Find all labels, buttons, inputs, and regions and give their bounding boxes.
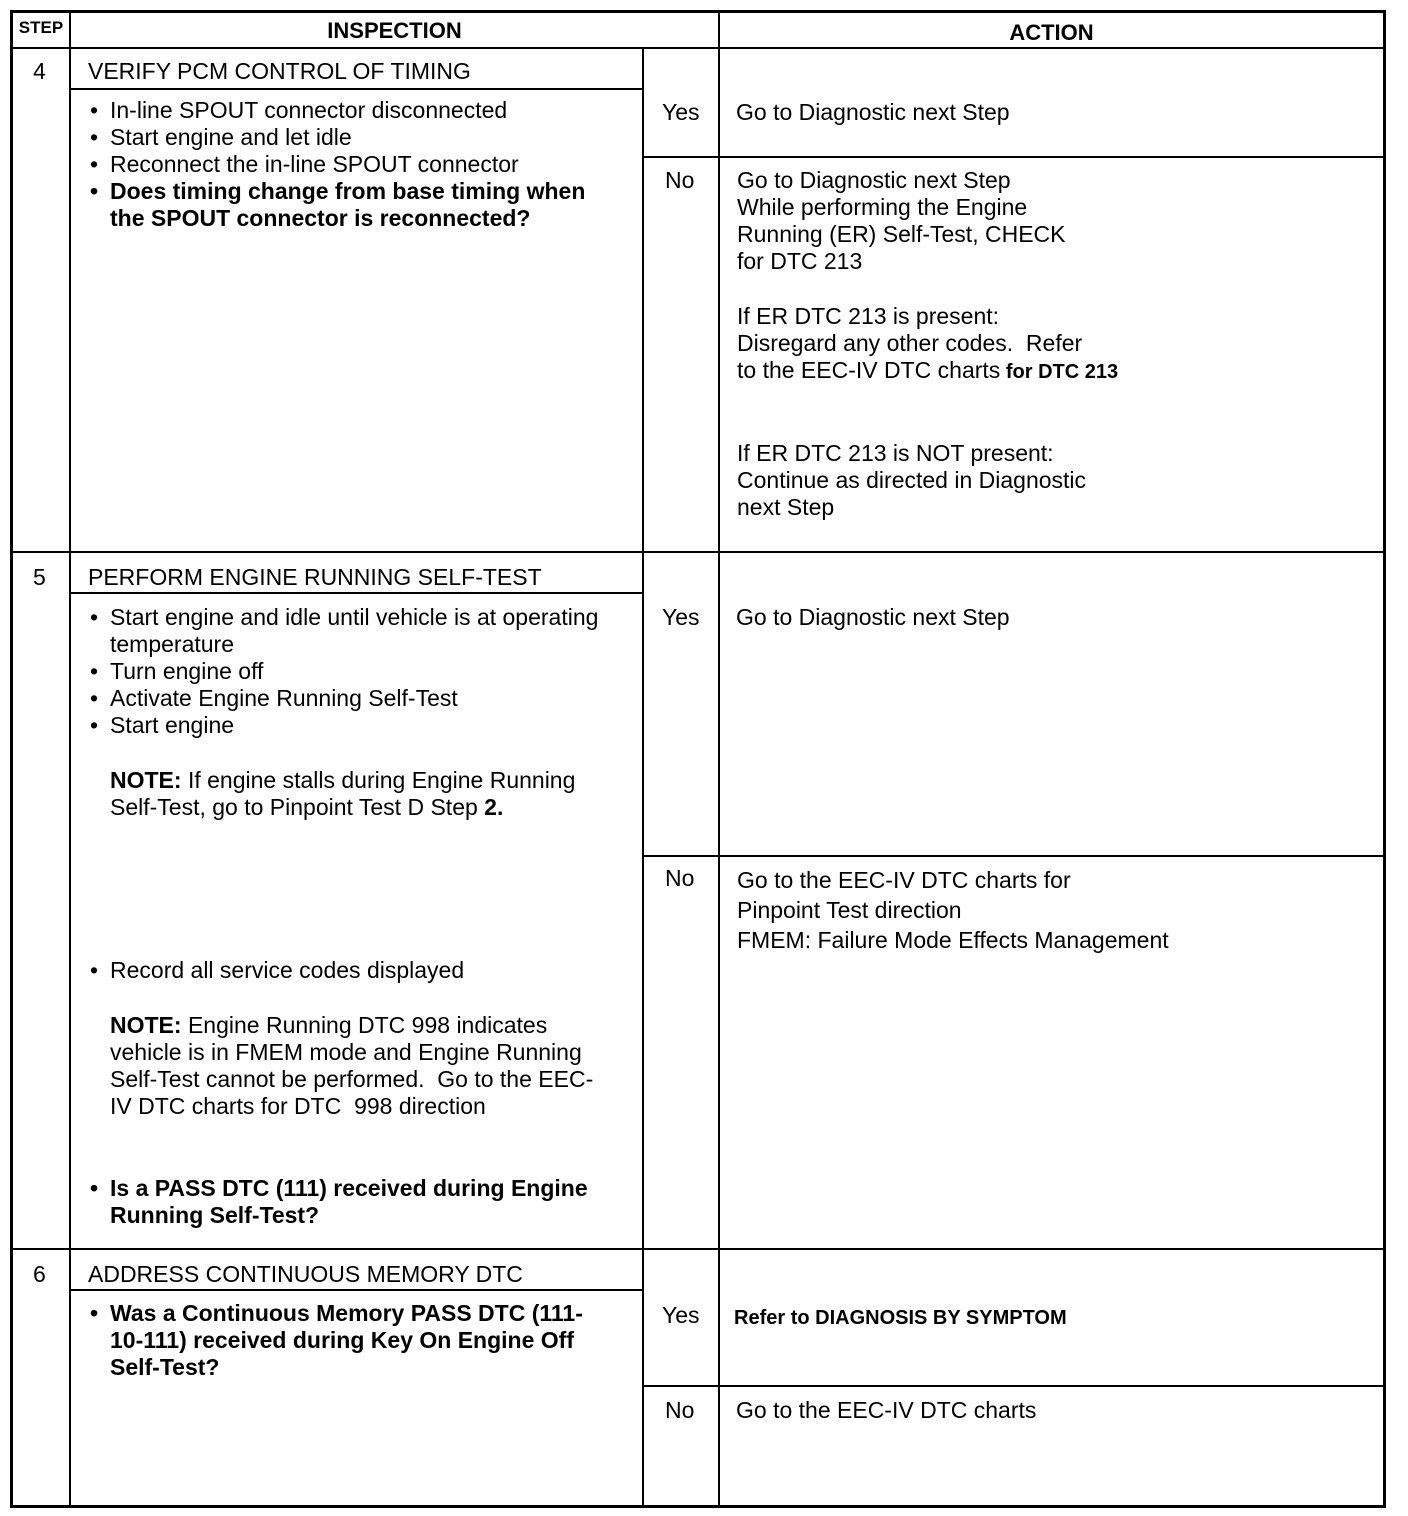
inspection-question: Was a Continuous Memory PASS DTC (111- 10-111) received during Key On Engine Off Self-Test? bbox=[110, 1300, 583, 1380]
header-action: ACTION bbox=[1009, 20, 1094, 45]
no-action-if-not-present: If ER DTC 213 is NOT present: Continue as directed in Diagnostic next Step bbox=[737, 440, 1087, 520]
inspection-item: Start engine and idle until vehicle is at operating temperature bbox=[110, 604, 599, 657]
step-number: 4 bbox=[33, 58, 46, 84]
yes-action: Refer to DIAGNOSIS BY SYMPTOM bbox=[734, 1307, 1067, 1329]
inspection-item: Reconnect the in-line SPOUT connector bbox=[110, 151, 519, 177]
bullet-icon: • bbox=[90, 151, 99, 177]
bullet-icon: • bbox=[90, 124, 99, 150]
no-action: Go to the EEC-IV DTC charts for Pinpoint Test direction FMEM: Failure Mode Effects Management bbox=[737, 867, 1169, 953]
no-label: No bbox=[665, 865, 695, 891]
no-label: No bbox=[665, 1397, 695, 1423]
no-label: No bbox=[665, 167, 695, 193]
no-action-if-present: If ER DTC 213 is present: Disregard any other codes. Refer to the EEC-IV DTC charts for DTC 213 bbox=[737, 303, 1119, 383]
inspection-question: Does timing change from base timing when the SPOUT connector is reconnected? bbox=[110, 178, 586, 231]
bullet-icon: • bbox=[90, 712, 99, 738]
header-inspection: INSPECTION bbox=[327, 18, 462, 43]
inspection-item: In-line SPOUT connector disconnected bbox=[110, 97, 508, 123]
inspection-item: Start engine bbox=[110, 712, 235, 738]
bullet-icon: • bbox=[90, 97, 99, 123]
note: NOTE: Engine Running DTC 998 indicates vehicle is in FMEM mode and Engine Running Self-Test cannot be performed. Go to the EEC- IV DTC charts for DTC 998 direction bbox=[110, 1012, 594, 1119]
inspection-item: Record all service codes displayed bbox=[110, 957, 465, 983]
no-action: Go to the EEC-IV DTC charts bbox=[736, 1397, 1037, 1423]
bullet-icon: • bbox=[90, 1175, 99, 1201]
yes-action: Go to Diagnostic next Step bbox=[736, 604, 1010, 630]
step-title: ADDRESS CONTINUOUS MEMORY DTC bbox=[88, 1261, 523, 1287]
step-title: VERIFY PCM CONTROL OF TIMING bbox=[88, 58, 471, 84]
yes-label: Yes bbox=[662, 1302, 700, 1328]
step-title: PERFORM ENGINE RUNNING SELF-TEST bbox=[88, 564, 542, 590]
bullet-icon: • bbox=[90, 1300, 99, 1326]
bullet-icon: • bbox=[90, 604, 99, 630]
yes-action: Go to Diagnostic next Step bbox=[736, 99, 1010, 125]
header-step: STEP bbox=[18, 18, 64, 37]
bullet-icon: • bbox=[90, 658, 99, 684]
inspection-item: Activate Engine Running Self-Test bbox=[110, 685, 458, 711]
no-action: Go to Diagnostic next Step While performing the Engine Running (ER) Self-Test, CHECK for DTC 213 bbox=[737, 167, 1066, 274]
inspection-question: Is a PASS DTC (111) received during Engine Running Self-Test? bbox=[110, 1175, 588, 1228]
bullet-icon: • bbox=[90, 178, 99, 204]
inspection-item: Turn engine off bbox=[110, 658, 264, 684]
yes-label: Yes bbox=[662, 604, 700, 630]
bullet-icon: • bbox=[90, 957, 99, 983]
bullet-icon: • bbox=[90, 685, 99, 711]
step-number: 5 bbox=[33, 564, 46, 590]
inspection-item: Start engine and let idle bbox=[110, 124, 352, 150]
yes-label: Yes bbox=[662, 99, 700, 125]
step-number: 6 bbox=[33, 1261, 46, 1287]
note: NOTE: If engine stalls during Engine Running Self-Test, go to Pinpoint Test D Step 2. bbox=[110, 767, 576, 820]
